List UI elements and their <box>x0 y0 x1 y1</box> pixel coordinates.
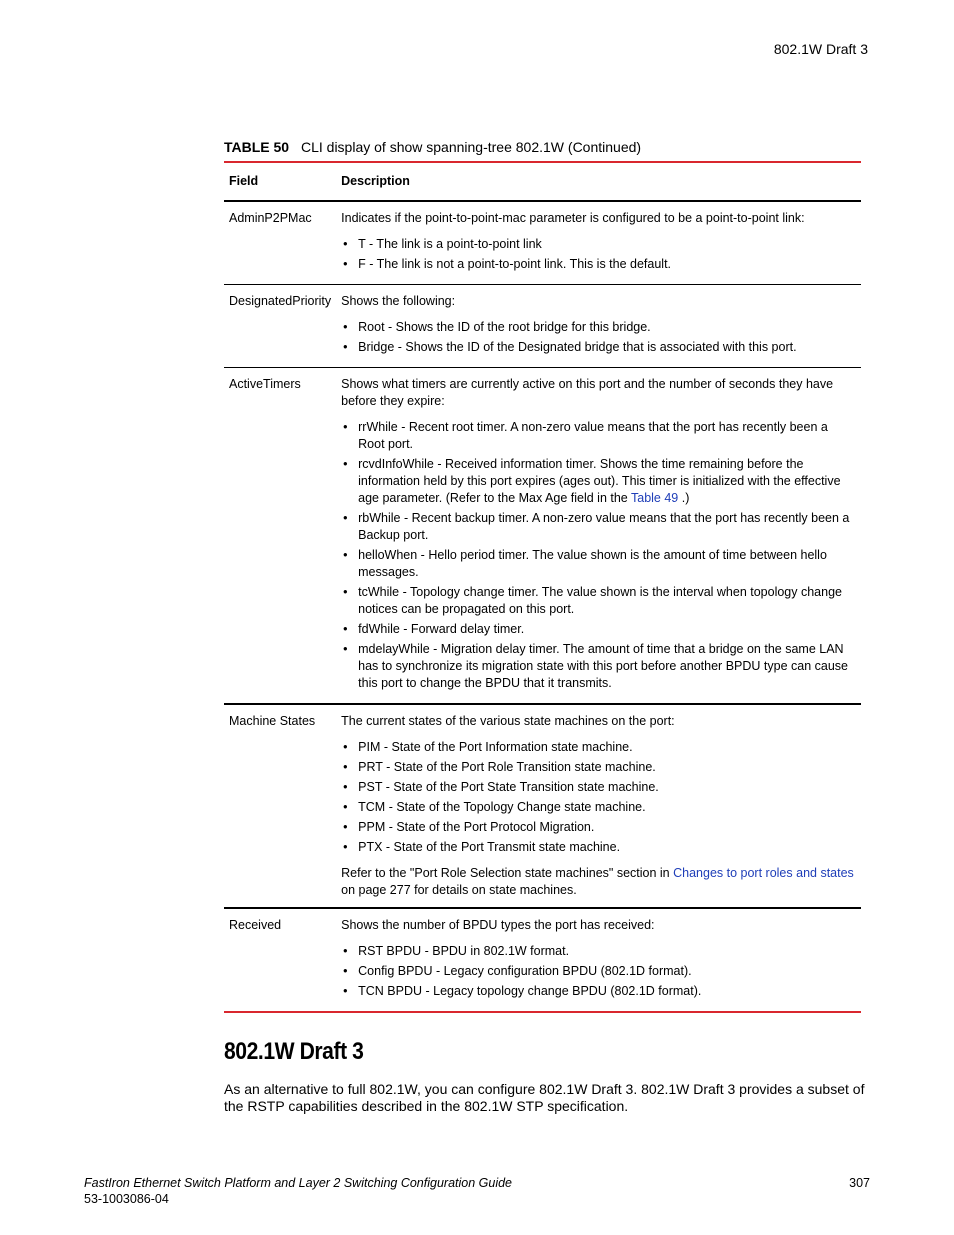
table-caption-text: CLI display of show spanning-tree 802.1W (Continued) <box>300 139 642 155</box>
list-item <box>358 456 856 507</box>
guide-title: FastIron Ethernet Switch Platform and Layer 2 Switching Configuration Guide <box>84 1176 512 1190</box>
list-item: • PPM - State of the Port Protocol Migration. <box>358 819 856 836</box>
list-item: • tcWhile - Topology change timer. The value shown is the interval when topology change notices can be propagated on this port. <box>358 584 856 618</box>
bullet-list <box>341 943 856 1000</box>
list-item: • mdelayWhile - Migration delay timer. The amount of time that a bridge on the same LAN has to synchronize its migration state with this port before another BPDU type can cause this port to change the BPDU that it transmits. <box>358 641 856 692</box>
document-id: 53-1003086-04 <box>84 1192 169 1206</box>
description-intro: Shows the number of BPDU types the port has received: <box>341 918 655 932</box>
bullet-list <box>341 319 856 356</box>
list-item: • Bridge - Shows the ID of the Designated bridge that is associated with this port. <box>358 339 856 356</box>
description-intro: Shows what timers are currently active on this port and the number of seconds they have before they expire: <box>341 377 834 408</box>
list-item: • helloWhen - Hello period timer. The value shown is the amount of time between hello messages. <box>358 547 856 581</box>
list-item-suffix: .) <box>681 491 690 505</box>
running-header-title: 802.1W Draft 3 <box>773 41 868 57</box>
table-row <box>224 201 861 285</box>
field-description <box>336 201 861 285</box>
field-description <box>336 368 861 705</box>
port-roles-states-link[interactable]: Changes to port roles and states <box>673 866 854 880</box>
cli-fields-table <box>224 161 861 1013</box>
reference-suffix: on page 277 for details on state machines. <box>341 883 577 897</box>
bullet-list <box>341 236 856 273</box>
list-item: • PIM - State of the Port Information state machine. <box>358 739 856 756</box>
field-description <box>336 908 861 1011</box>
table-label: TABLE 50 <box>224 139 290 155</box>
list-item: • fdWhile - Forward delay timer. <box>358 621 856 638</box>
section-heading: 802.1W Draft 3 <box>224 1038 364 1065</box>
table-row <box>224 285 861 368</box>
list-item: • PTX - State of the Port Transmit state machine. <box>358 839 856 856</box>
table-row <box>224 368 861 705</box>
field-description <box>336 285 861 368</box>
column-header-field: Field <box>224 163 336 201</box>
list-item: • Config BPDU - Legacy configuration BPDU (802.1D format). <box>358 963 856 980</box>
list-item: • F - The link is not a point-to-point link. This is the default. <box>358 256 856 273</box>
table-49-link[interactable]: Table 49 <box>631 491 679 505</box>
description-intro: The current states of the various state machines on the port: <box>341 714 675 728</box>
list-item: • RST BPDU - BPDU in 802.1W format. <box>358 943 856 960</box>
description-intro: Indicates if the point-to-point-mac parameter is configured to be a point-to-point link: <box>341 211 805 225</box>
reference-prefix: Refer to the "Port Role Selection state machines" section in <box>341 866 670 880</box>
list-item: • PST - State of the Port State Transition state machine. <box>358 779 856 796</box>
list-item: • rrWhile - Recent root timer. A non-zero value means that the port has recently been a Root port. <box>358 419 856 453</box>
table-header-row <box>224 163 861 201</box>
table-row <box>224 704 861 908</box>
bullet-list <box>341 419 856 692</box>
bullet-list <box>341 739 856 856</box>
table-caption <box>224 139 641 155</box>
page-number: 307 <box>849 1176 870 1190</box>
list-item: • TCM - State of the Topology Change state machine. <box>358 799 856 816</box>
field-name: ActiveTimers <box>224 368 336 705</box>
column-header-description: Description <box>336 163 861 201</box>
fields-table <box>224 163 861 1011</box>
list-item: • PRT - State of the Port Role Transition state machine. <box>358 759 856 776</box>
field-name: Received <box>229 918 282 932</box>
page-footer <box>84 1175 870 1207</box>
list-item: • TCN BPDU - Legacy topology change BPDU (802.1D format). <box>358 983 856 1000</box>
field-name: DesignatedPriority <box>224 285 336 368</box>
list-item: • Root - Shows the ID of the root bridge for this bridge. <box>358 319 856 336</box>
list-item: • T - The link is a point-to-point link <box>358 236 856 253</box>
field-name: Machine States <box>224 704 336 908</box>
list-item: • rbWhile - Recent backup timer. A non-zero value means that the port has recently been a Backup port. <box>358 510 856 544</box>
section-body: As an alternative to full 802.1W, you can configure 802.1W Draft 3. 802.1W Draft 3 provides a subset of the RSTP capabilities described in the 802.1W STP specification. <box>224 1081 865 1114</box>
table-row <box>224 908 861 1011</box>
description-intro: Shows the following: <box>341 294 456 308</box>
field-name: AdminP2PMac <box>224 201 336 285</box>
description-reference <box>341 865 856 899</box>
field-description <box>336 704 861 908</box>
list-item-text: rcvdInfoWhile - Received information timer. Shows the time remaining before the information held by this port expires (ages out). This timer is initialized with the effective age parameter. (Refer to the Max Age field in the <box>358 457 841 505</box>
